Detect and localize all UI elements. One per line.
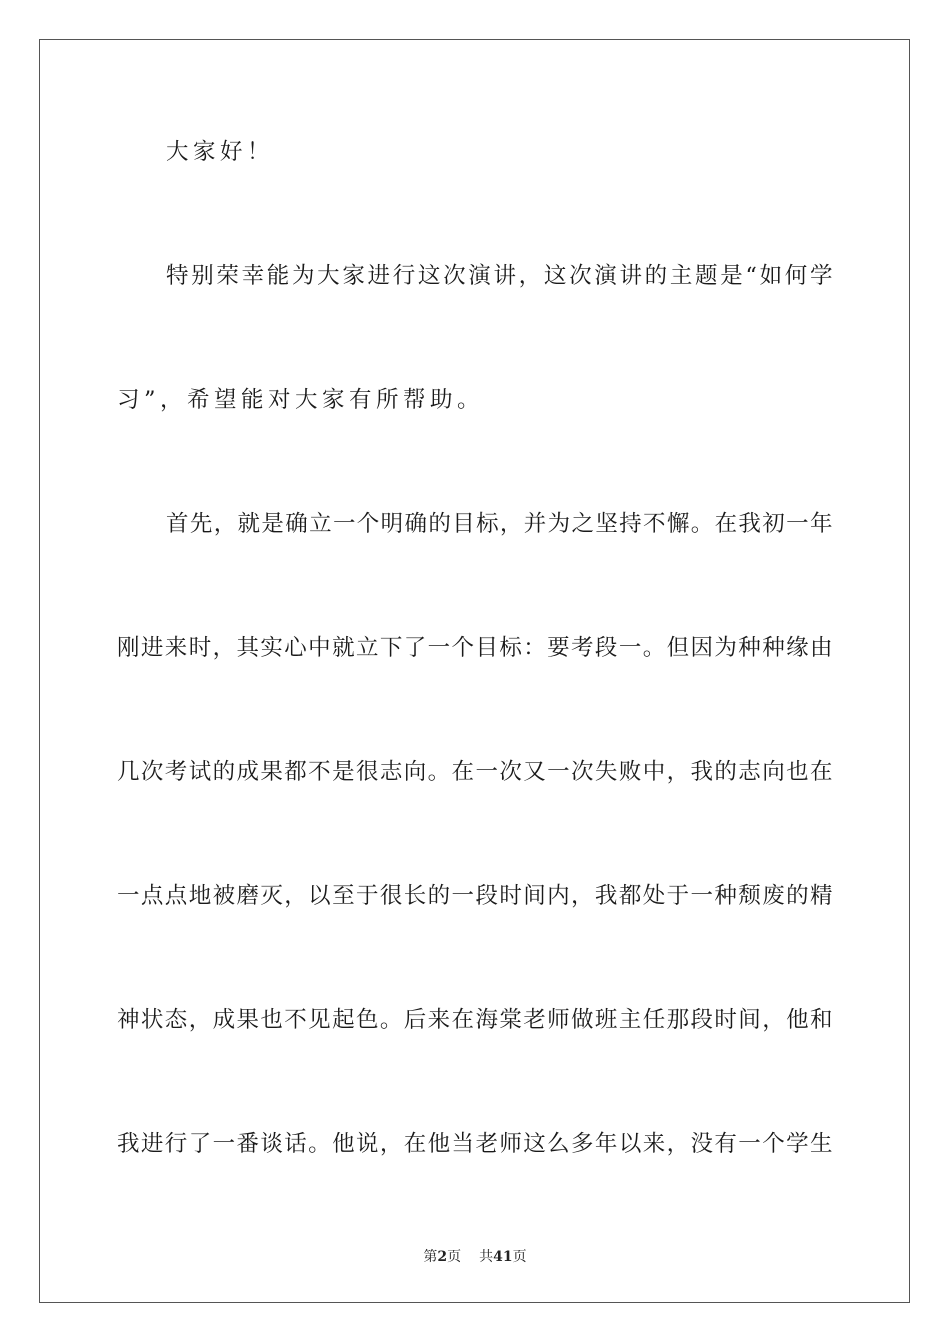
text-line: 特别荣幸能为大家进行这次演讲，这次演讲的主题是“如何学 [166,263,833,289]
text-line: 几次考试的成果都不是很志向。在一次又一次失败中，我的志向也在 [117,759,833,785]
total-prefix: 共 [479,1249,494,1265]
page-number: 2 [437,1249,448,1265]
text-line: 首先，就是确立一个明确的目标，并为之坚持不懈。在我初一年 [166,511,833,537]
text-line: 习”，希望能对大家有所帮助。 [117,387,485,413]
page-suffix: 页 [447,1249,462,1265]
page-prefix: 第 [423,1249,438,1265]
page-frame [39,39,910,1303]
text-line: 一点点地被磨灭，以至于很长的一段时间内，我都处于一种颓废的精 [117,883,833,909]
page-footer [0,1247,950,1267]
total-suffix: 页 [512,1249,527,1265]
text-line: 大家好！ [166,139,275,165]
total-pages: 41 [493,1249,513,1265]
text-line: 我进行了一番谈话。他说，在他当老师这么多年以来，没有一个学生 [117,1131,833,1157]
text-line: 神状态，成果也不见起色。后来在海棠老师做班主任那段时间，他和 [117,1007,833,1033]
text-line: 刚进来时，其实心中就立下了一个目标：要考段一。但因为种种缘由 [117,635,833,661]
